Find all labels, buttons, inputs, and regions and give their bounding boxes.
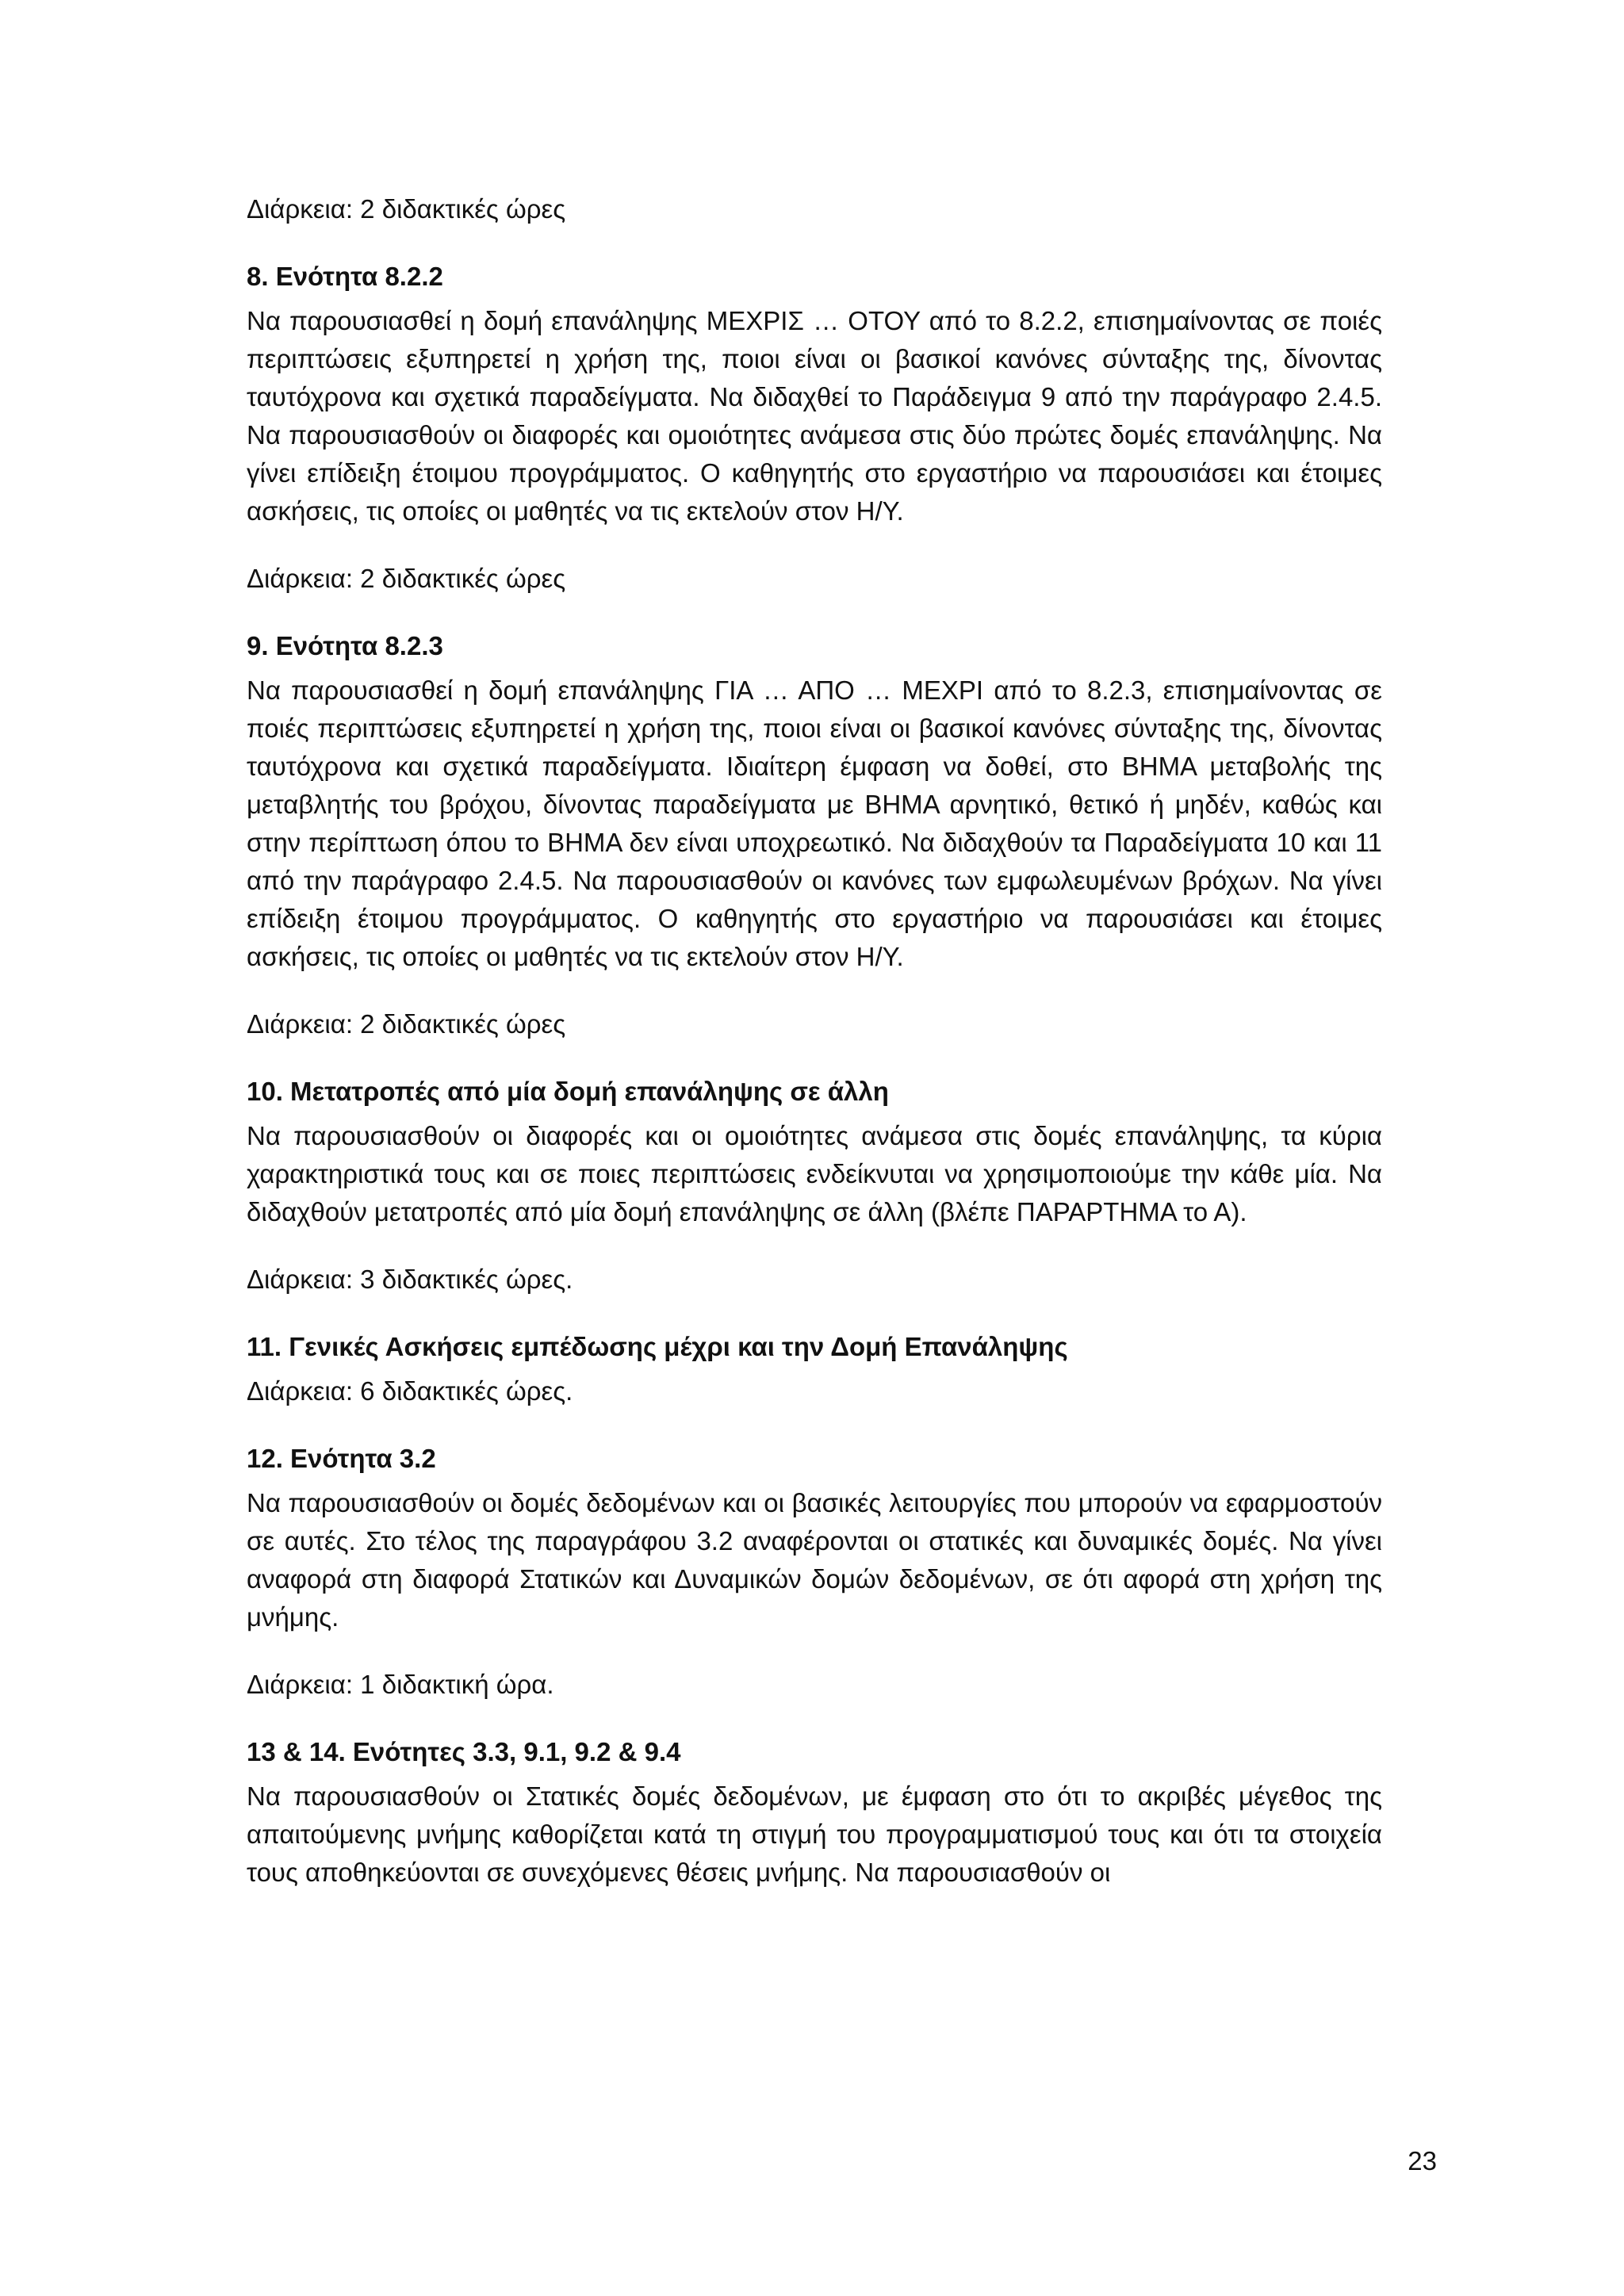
- section-9-heading: 9. Ενότητα 8.2.3: [247, 631, 443, 660]
- section-11-duration: Διάρκεια: 6 διδακτικές ώρες.: [247, 1376, 573, 1406]
- section-8-paragraph: Να παρουσιασθεί η δομή επανάληψης ΜΕΧΡΙΣ … ΟΤΟΥ από το 8.2.2, επισημαίνοντας σε ποιές περιπτώσεις εξυπηρετεί η χρήση της, ποιοι είναι οι βασικοί κανόνες σύνταξης της, δίνοντας ταυτόχρονα και σχετικά παραδείγματα. Να διδαχθεί το Παράδειγμα 9 από την παράγραφο 2.4.5. Να παρουσιασθούν οι διαφορές και ομοιότητες ανάμεσα στις δύο πρώτες δομές επανάληψης. Να γίνει επίδειξη έτοιμου προγράμματος. Ο καθηγητής στο εργαστήριο να παρουσιάσει και έτοιμες ασκήσεις, τις οποίες οι μαθητές να τις εκτελούν στον Η/Υ.: [247, 306, 1382, 526]
- page-content: [247, 190, 1382, 1892]
- page-number: 23: [1408, 2146, 1437, 2175]
- section-10-paragraph: Να παρουσιασθούν οι διαφορές και οι ομοιότητες ανάμεσα στις δομές επανάληψης, τα κύρια χαρακτηριστικά τους και σε ποιες περιπτώσεις ενδείκνυται να χρησιμοποιούμε την κάθε μία. Να διδαχθούν μετατροπές από μία δομή επανάληψης σε άλλη (βλέπε ΠΑΡΑΡΤΗΜΑ το Α).: [247, 1121, 1382, 1226]
- section-9-paragraph: Να παρουσιασθεί η δομή επανάληψης ΓΙΑ … ΑΠΟ … ΜΕΧΡΙ από το 8.2.3, επισημαίνοντας σε ποιές περιπτώσεις εξυπηρετεί η χρήση της, ποιοι είναι οι βασικοί κανόνες σύνταξης της, δίνοντας ταυτόχρονα και σχετικά παραδείγματα. Ιδιαίτερη έμφαση να δοθεί, στο ΒΗΜΑ μεταβολής της μεταβλητής του βρόχου, δίνοντας παραδείγματα με ΒΗΜΑ αρνητικό, θετικό ή μηδέν, καθώς και στην περίπτωση όπου το ΒΗΜΑ δεν είναι υποχρεωτικό. Να διδαχθούν τα Παραδείγματα 10 και 11 από την παράγραφο 2.4.5. Να παρουσιασθούν οι κανόνες των εμφωλευμένων βρόχων. Να γίνει επίδειξη έτοιμου προγράμματος. Ο καθηγητής στο εργαστήριο να παρουσιάσει και έτοιμες ασκήσεις, τις οποίες οι μαθητές να τις εκτελούν στον Η/Υ.: [247, 675, 1382, 971]
- section-13-14-paragraph: Να παρουσιασθούν οι Στατικές δομές δεδομένων, με έμφαση στο ότι το ακριβές μέγεθος της απαιτούμενης μνήμης καθορίζεται κατά τη στιγμή του προγραμματισμού τους και ότι τα στοιχεία τους αποθηκεύονται σε συνεχόμενες θέσεις μνήμης. Να παρουσιασθούν οι: [247, 1781, 1382, 1887]
- section-8-heading: 8. Ενότητα 8.2.2: [247, 262, 443, 291]
- section-10-duration: Διάρκεια: 3 διδακτικές ώρες.: [247, 1265, 573, 1294]
- section-12-heading: 12. Ενότητα 3.2: [247, 1444, 436, 1473]
- section-8-duration: Διάρκεια: 2 διδακτικές ώρες: [247, 564, 566, 593]
- section-12-paragraph: Να παρουσιασθούν οι δομές δεδομένων και οι βασικές λειτουργίες που μπορούν να εφαρμοστούν σε αυτές. Στο τέλος της παραγράφου 3.2 αναφέρονται οι στατικές και δυναμικές δομές. Να γίνει αναφορά στη διαφορά Στατικών και Δυναμικών δομών δεδομένων, σε ότι αφορά στη χρήση της μνήμης.: [247, 1488, 1382, 1632]
- section-10-heading: 10. Μετατροπές από μία δομή επανάληψης σε άλλη: [247, 1077, 889, 1106]
- duration-top: Διάρκεια: 2 διδακτικές ώρες: [247, 194, 566, 224]
- section-11-heading: 11. Γενικές Ασκήσεις εμπέδωσης μέχρι και την Δομή Επανάληψης: [247, 1332, 1068, 1361]
- section-13-14-heading: 13 & 14. Ενότητες 3.3, 9.1, 9.2 & 9.4: [247, 1737, 681, 1766]
- section-9-duration: Διάρκεια: 2 διδακτικές ώρες: [247, 1009, 566, 1039]
- section-12-duration: Διάρκεια: 1 διδακτική ώρα.: [247, 1670, 554, 1699]
